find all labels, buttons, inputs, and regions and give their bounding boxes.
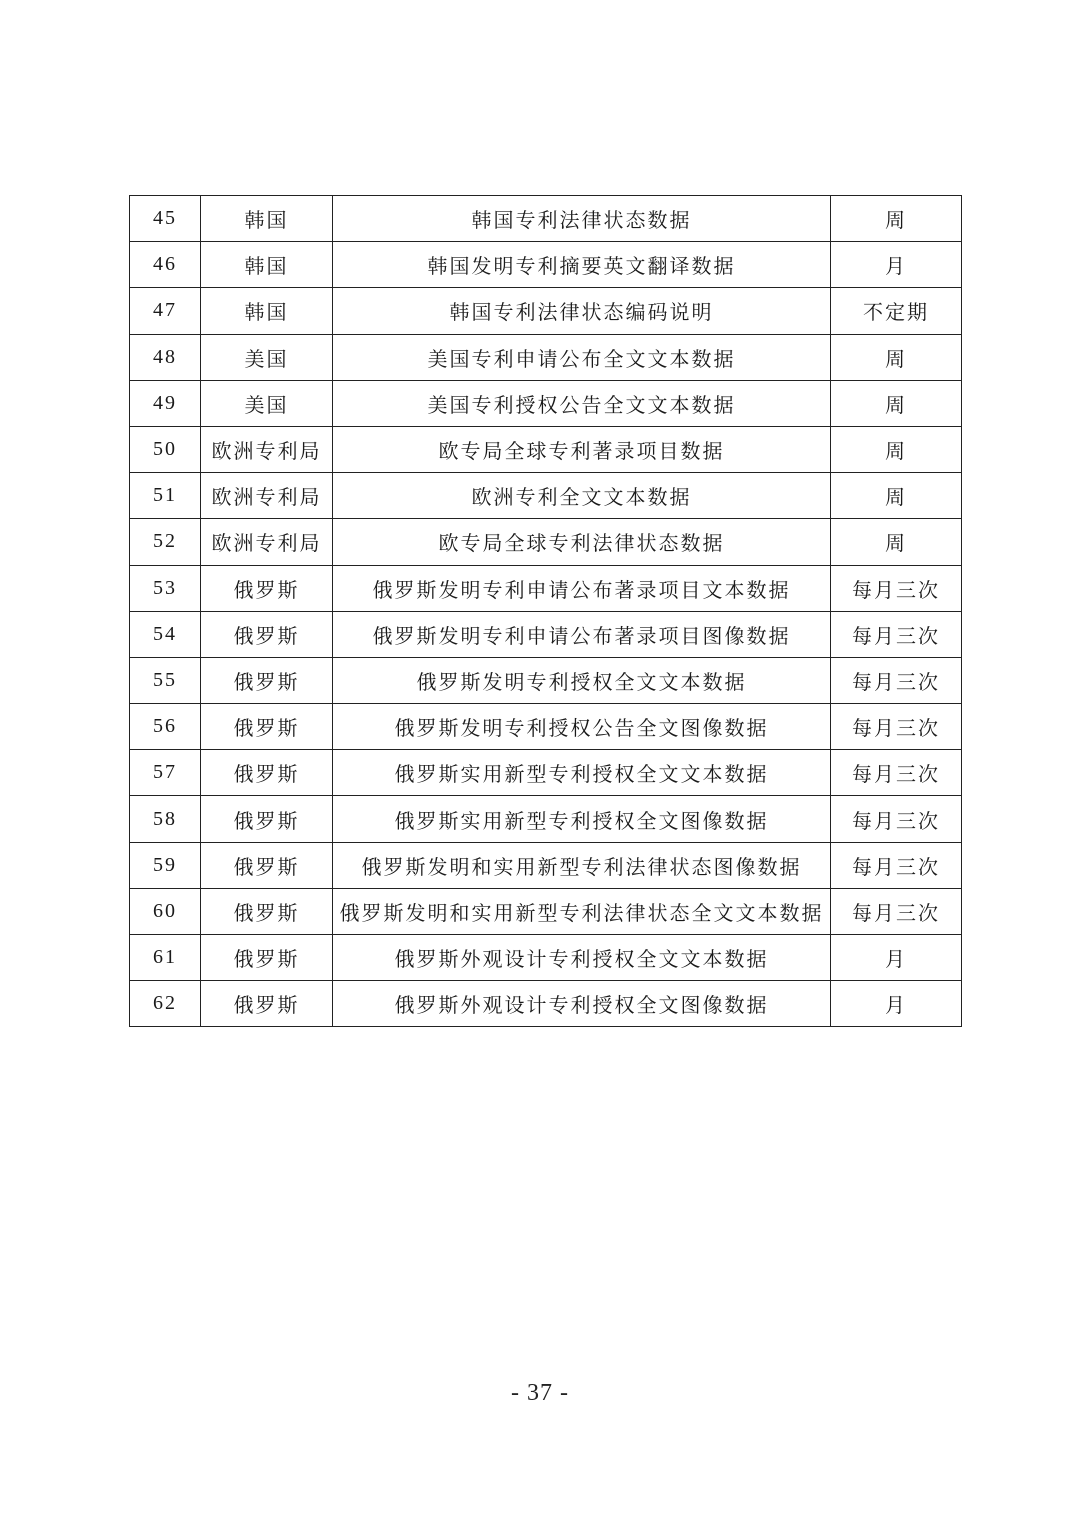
cell-region: 欧洲专利局 [201, 426, 333, 472]
cell-data-name: 韩国发明专利摘要英文翻译数据 [333, 242, 831, 288]
cell-frequency: 每月三次 [831, 796, 962, 842]
cell-frequency: 周 [831, 519, 962, 565]
cell-data-name: 俄罗斯发明和实用新型专利法律状态图像数据 [333, 842, 831, 888]
cell-frequency: 每月三次 [831, 750, 962, 796]
cell-data-name: 韩国专利法律状态编码说明 [333, 288, 831, 334]
table-row [130, 380, 962, 426]
cell-number: 49 [130, 380, 201, 426]
table-row [130, 796, 962, 842]
cell-frequency: 不定期 [831, 288, 962, 334]
cell-data-name: 俄罗斯发明专利授权全文文本数据 [333, 657, 831, 703]
table-row [130, 288, 962, 334]
cell-number: 57 [130, 750, 201, 796]
cell-frequency: 周 [831, 473, 962, 519]
cell-frequency: 每月三次 [831, 888, 962, 934]
cell-region: 俄罗斯 [201, 657, 333, 703]
cell-data-name: 俄罗斯外观设计专利授权全文文本数据 [333, 935, 831, 981]
cell-number: 61 [130, 935, 201, 981]
cell-number: 54 [130, 611, 201, 657]
cell-region: 欧洲专利局 [201, 519, 333, 565]
cell-data-name: 欧洲专利全文文本数据 [333, 473, 831, 519]
cell-number: 58 [130, 796, 201, 842]
cell-data-name: 俄罗斯发明和实用新型专利法律状态全文文本数据 [333, 888, 831, 934]
cell-frequency: 月 [831, 935, 962, 981]
cell-data-name: 俄罗斯实用新型专利授权全文文本数据 [333, 750, 831, 796]
table-row [130, 981, 962, 1027]
cell-region: 欧洲专利局 [201, 473, 333, 519]
cell-frequency: 周 [831, 334, 962, 380]
cell-frequency: 每月三次 [831, 657, 962, 703]
table-row [130, 242, 962, 288]
table-row [130, 842, 962, 888]
table-row [130, 888, 962, 934]
cell-frequency: 周 [831, 380, 962, 426]
cell-region: 俄罗斯 [201, 750, 333, 796]
cell-data-name: 欧专局全球专利著录项目数据 [333, 426, 831, 472]
patent-data-table [129, 195, 962, 1027]
cell-number: 59 [130, 842, 201, 888]
cell-region: 美国 [201, 334, 333, 380]
cell-number: 55 [130, 657, 201, 703]
cell-data-name: 俄罗斯实用新型专利授权全文图像数据 [333, 796, 831, 842]
cell-number: 47 [130, 288, 201, 334]
cell-frequency: 周 [831, 196, 962, 242]
cell-region: 韩国 [201, 288, 333, 334]
cell-number: 60 [130, 888, 201, 934]
table-row [130, 935, 962, 981]
cell-region: 俄罗斯 [201, 981, 333, 1027]
table-row [130, 611, 962, 657]
table-row [130, 196, 962, 242]
cell-frequency: 每月三次 [831, 611, 962, 657]
cell-number: 62 [130, 981, 201, 1027]
cell-frequency: 每月三次 [831, 704, 962, 750]
cell-data-name: 俄罗斯外观设计专利授权全文图像数据 [333, 981, 831, 1027]
table-row [130, 750, 962, 796]
cell-number: 48 [130, 334, 201, 380]
cell-number: 51 [130, 473, 201, 519]
cell-region: 俄罗斯 [201, 935, 333, 981]
table-row [130, 426, 962, 472]
table-row [130, 473, 962, 519]
cell-number: 52 [130, 519, 201, 565]
cell-region: 俄罗斯 [201, 796, 333, 842]
cell-region: 俄罗斯 [201, 704, 333, 750]
table-row [130, 519, 962, 565]
table-row [130, 334, 962, 380]
table-row [130, 565, 962, 611]
cell-region: 美国 [201, 380, 333, 426]
cell-number: 53 [130, 565, 201, 611]
cell-frequency: 每月三次 [831, 565, 962, 611]
cell-number: 50 [130, 426, 201, 472]
cell-data-name: 俄罗斯发明专利申请公布著录项目图像数据 [333, 611, 831, 657]
cell-number: 56 [130, 704, 201, 750]
cell-number: 46 [130, 242, 201, 288]
cell-region: 韩国 [201, 242, 333, 288]
cell-region: 俄罗斯 [201, 842, 333, 888]
cell-data-name: 美国专利申请公布全文文本数据 [333, 334, 831, 380]
table-row [130, 657, 962, 703]
cell-data-name: 欧专局全球专利法律状态数据 [333, 519, 831, 565]
cell-frequency: 月 [831, 981, 962, 1027]
cell-frequency: 周 [831, 426, 962, 472]
cell-number: 45 [130, 196, 201, 242]
cell-region: 俄罗斯 [201, 611, 333, 657]
cell-data-name: 俄罗斯发明专利授权公告全文图像数据 [333, 704, 831, 750]
cell-frequency: 月 [831, 242, 962, 288]
cell-data-name: 俄罗斯发明专利申请公布著录项目文本数据 [333, 565, 831, 611]
cell-frequency: 每月三次 [831, 842, 962, 888]
cell-data-name: 韩国专利法律状态数据 [333, 196, 831, 242]
table-body [130, 196, 962, 1027]
table-row [130, 704, 962, 750]
cell-data-name: 美国专利授权公告全文文本数据 [333, 380, 831, 426]
cell-region: 俄罗斯 [201, 888, 333, 934]
cell-region: 俄罗斯 [201, 565, 333, 611]
page-number: - 37 - [511, 1380, 569, 1406]
cell-region: 韩国 [201, 196, 333, 242]
